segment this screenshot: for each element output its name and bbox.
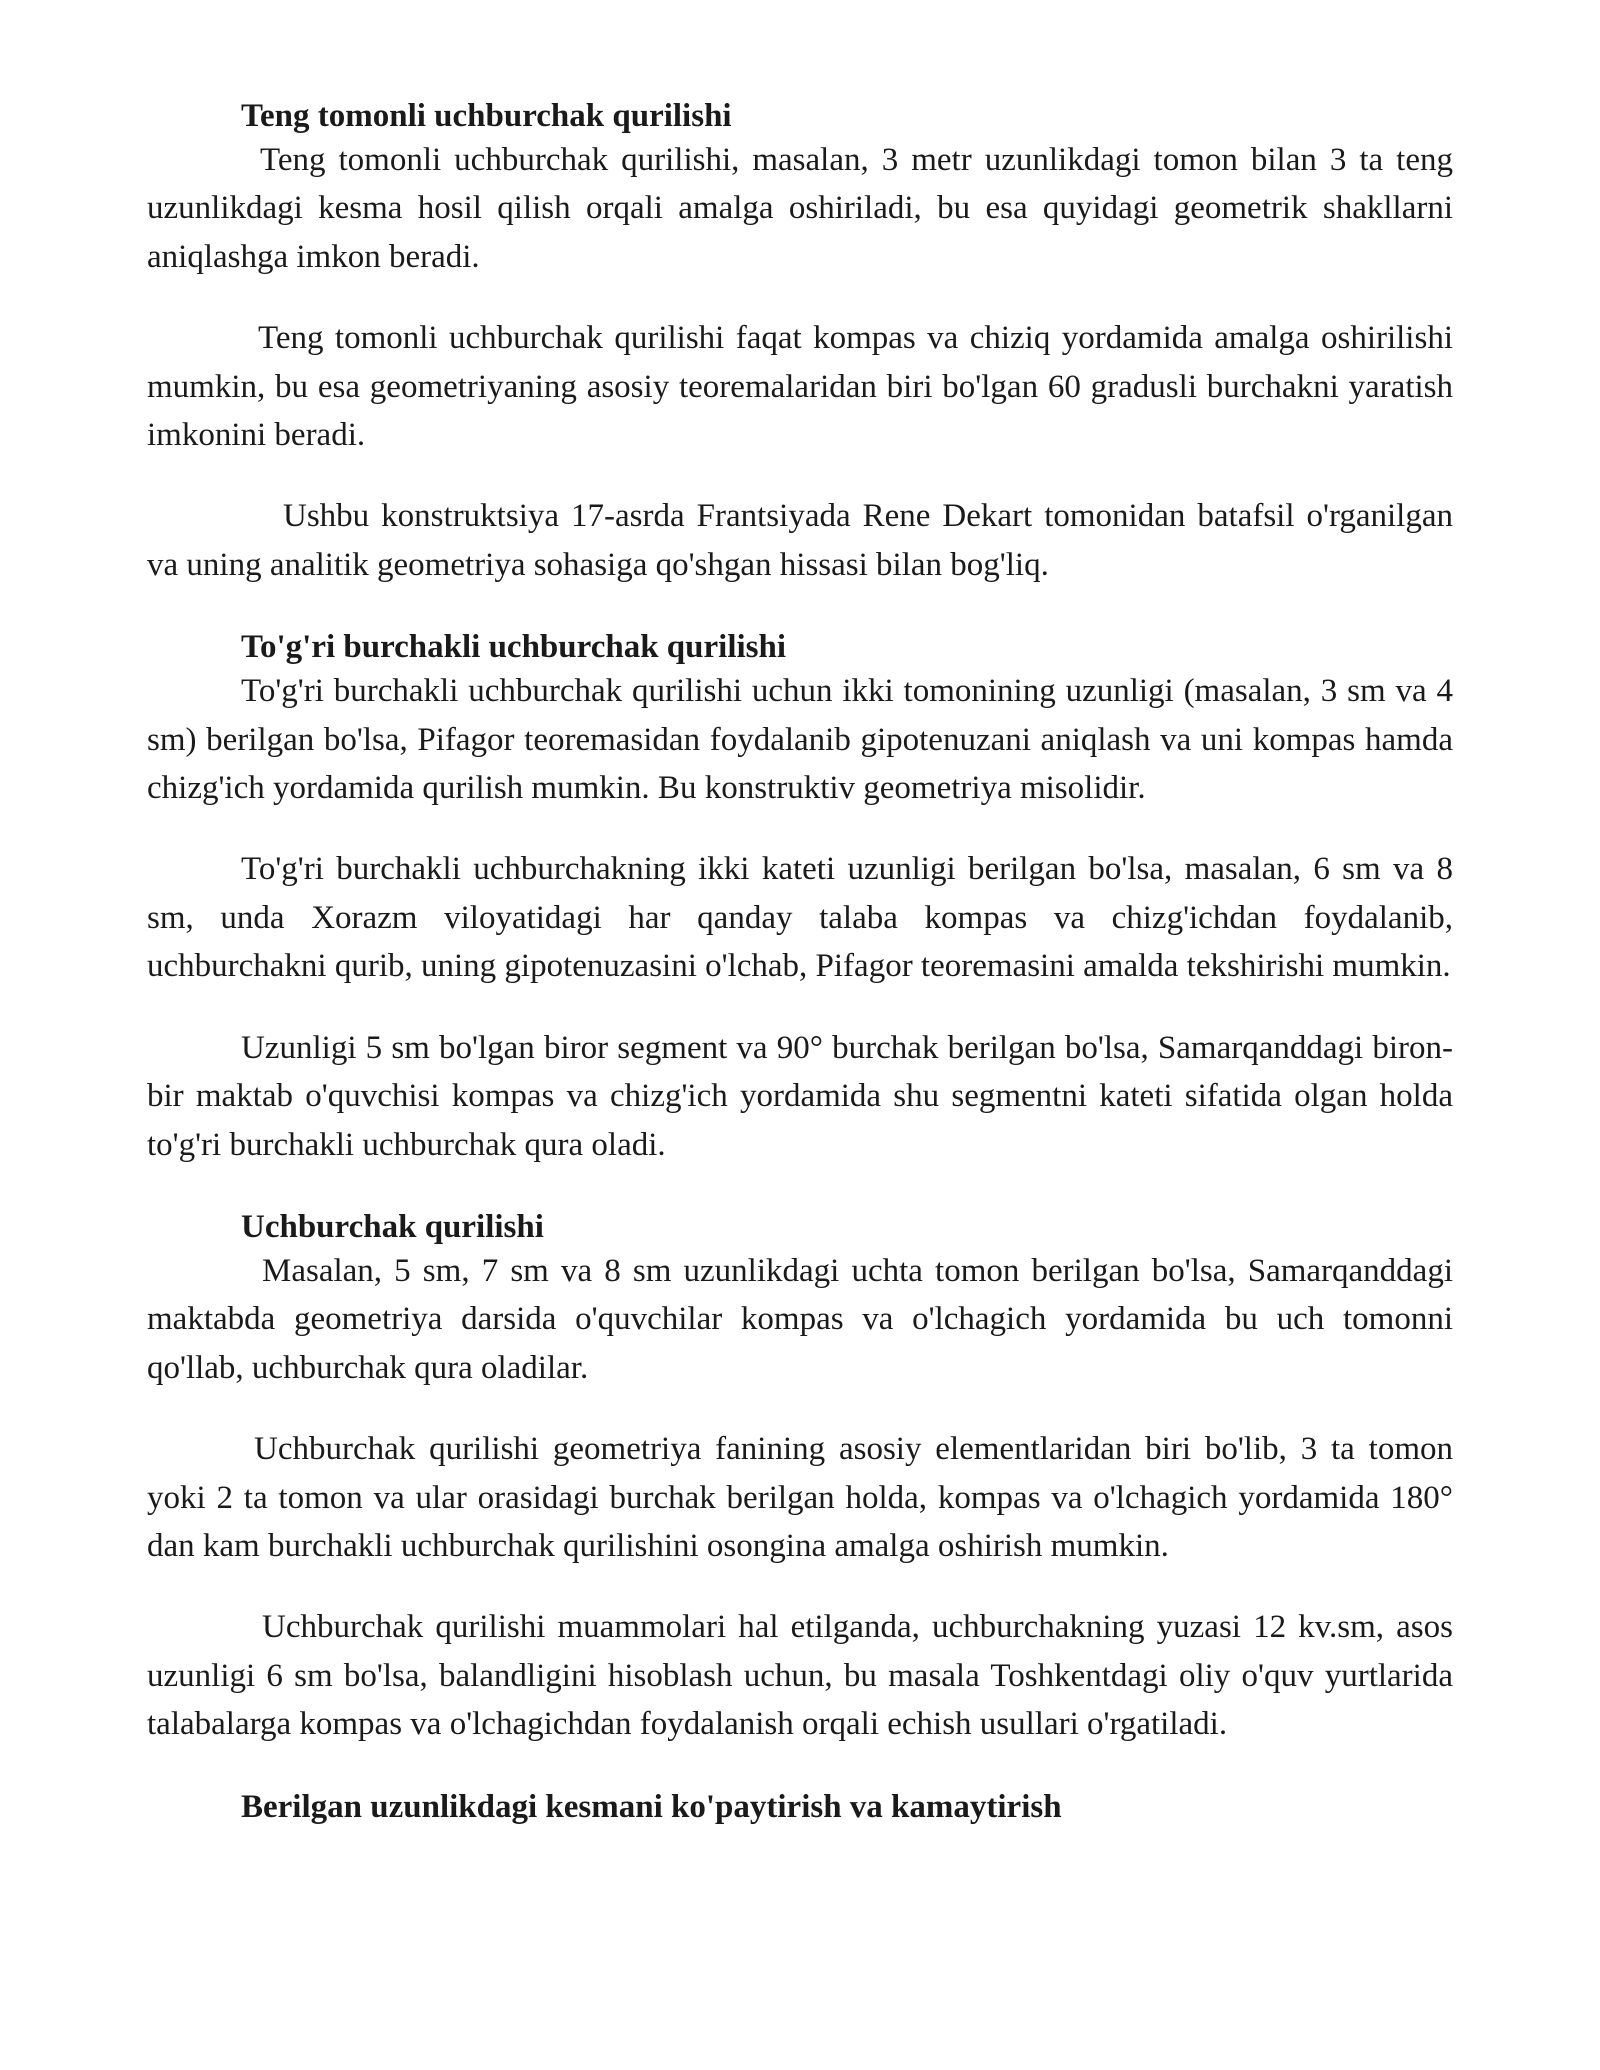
paragraph: Ushbu konstruktsiya 17-asrda Frantsiyada Rene Dekart tomonidan batafsil o'rganilgan va uning analitik geometriya sohasiga qo'shgan hissasi bilan bog'liq.: [147, 498, 1453, 583]
paragraph: To'g'ri burchakli uchburchak qurilishi uchun ikki tomonining uzunligi (masalan, 3 sm va 4 sm) berilgan bo'lsa, Pifagor teoremasidan foydalanib gipotenuzani aniqlash va uni kompas hamda chizg'ich yordamida qurilish mumkin. Bu konstruktiv geometriya misolidir.: [147, 673, 1453, 807]
section-heading-right-triangle: To'g'ri burchakli uchburchak qurilishi: [241, 629, 787, 666]
paragraph: Teng tomonli uchburchak qurilishi, masalan, 3 metr uzunlikdagi tomon bilan 3 ta teng uzunlikdagi kesma hosil qilish orqali amalga oshiriladi, bu esa quyidagi geometrik shakllarni aniqlashga imkon beradi.: [147, 142, 1453, 275]
paragraph: To'g'ri burchakli uchburchakning ikki kateti uzunligi berilgan bo'lsa, masalan, 6 sm va 8 sm, unda Xorazm viloyatidagi har qanday talaba kompas va chizg'ichdan foydalanib, uchburchakni qurib, uning gipotenuzasini o'lchab, Pifagor teoremasini amalda tekshirishi mumkin.: [147, 851, 1453, 985]
paragraph: Uzunligi 5 sm bo'lgan biror segment va 90° burchak berilgan bo'lsa, Samarqanddagi biron-bir maktab o'quvchisi kompas va chizg'ich yordamida shu segmentni kateti sifatida olgan holda to'g'ri burchakli uchburchak qura oladi.: [147, 1029, 1453, 1163]
section-heading-triangle: Uchburchak qurilishi: [241, 1208, 544, 1245]
paragraph: Uchburchak qurilishi muammolari hal etilganda, uchburchakning yuzasi 12 kv.sm, asos uzunligi 6 sm bo'lsa, balandligini hisoblash uchun, bu masala Toshkentdagi oliy o'quv yurtlarida talabalarga kompas va o'lchagichdan foydalanish orqali echish usullari o'rgatiladi.: [147, 1609, 1453, 1743]
section-heading-segment-scaling: Berilgan uzunlikdagi kesmani ko'paytirish va kamaytirish: [241, 1788, 1062, 1825]
paragraph: Uchburchak qurilishi geometriya fanining asosiy elementlaridan biri bo'lib, 3 ta tomon yoki 2 ta tomon va ular orasidagi burchak berilgan holda, kompas va o'lchagich yordamida 180° dan kam burchakli uchburchak qurilishini osongina amalga oshirish mumkin.: [147, 1431, 1453, 1564]
section-heading-equilateral: Teng tomonli uchburchak qurilishi: [241, 98, 732, 134]
paragraph: Teng tomonli uchburchak qurilishi faqat kompas va chiziq yordamida amalga oshirilishi mumkin, bu esa geometriyaning asosiy teoremalaridan biri bo'lgan 60 gradusli burchakni yaratish imkonini beradi.: [147, 320, 1453, 454]
paragraph: Masalan, 5 sm, 7 sm va 8 sm uzunlikdagi uchta tomon berilgan bo'lsa, Samarqanddagi maktabda geometriya darsida o'quvchilar kompas va o'lchagich yordamida bu uch tomonni qo'llab, uchburchak qura oladilar.: [147, 1252, 1453, 1386]
